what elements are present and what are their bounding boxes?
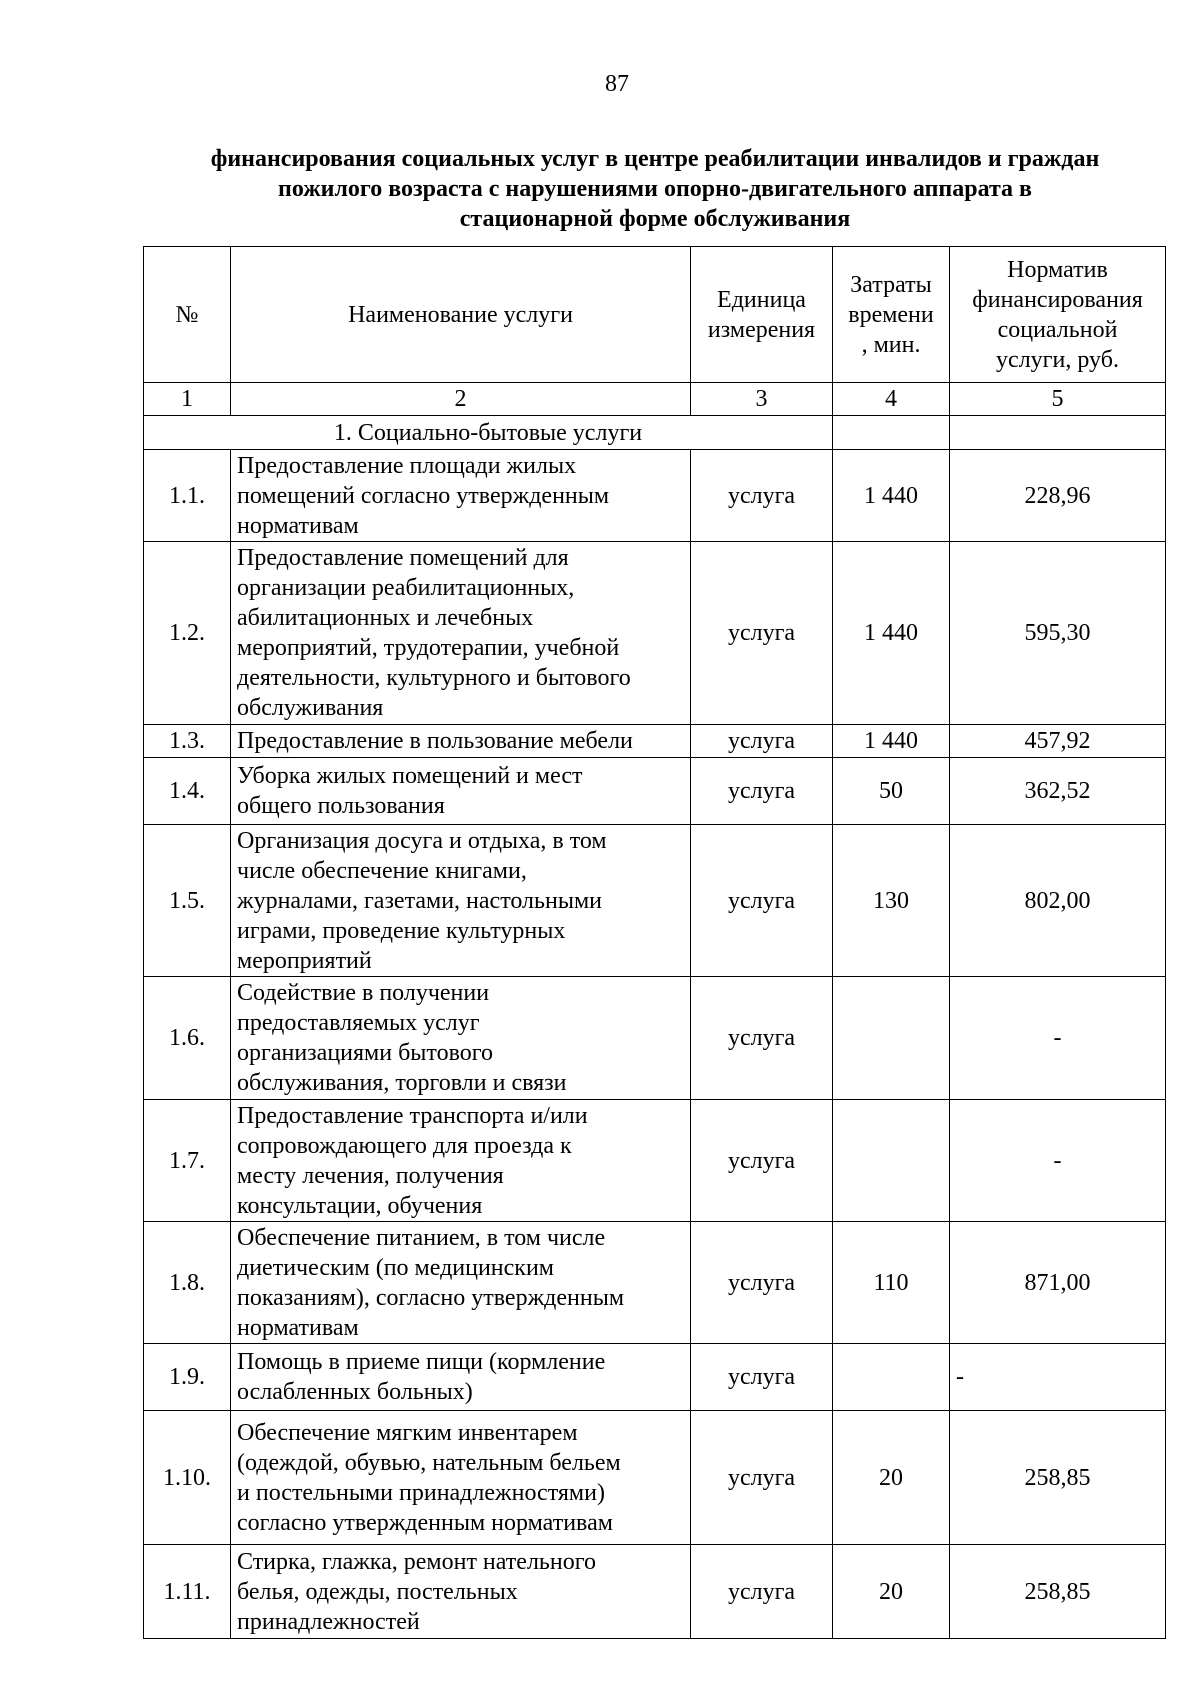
title-line-1: финансирования социальных услуг в центре реабилитации инвалидов и граждан xyxy=(210,146,1100,172)
row-name-line: предоставляемых услуг xyxy=(237,1010,480,1036)
row-norm: 595,30 xyxy=(950,542,1166,725)
row-norm: 362,52 xyxy=(950,758,1166,825)
title-line-2: пожилого возраста с нарушениями опорно-двигательного аппарата в xyxy=(277,176,1033,202)
row-name xyxy=(231,725,691,758)
row-name-line: Обеспечение питанием, в том числе xyxy=(237,1224,606,1251)
column-number: 4 xyxy=(833,383,950,416)
column-number: 1 xyxy=(144,383,231,416)
header-time-line: времени xyxy=(848,301,934,328)
row-name-line: Помощь в приеме пищи (кормление xyxy=(237,1349,606,1375)
table-row xyxy=(144,1222,1166,1344)
table-header-row xyxy=(144,247,1166,383)
row-name-line: общего пользования xyxy=(237,793,445,819)
row-name-line: белья, одежды, постельных xyxy=(237,1578,518,1605)
table-row xyxy=(144,1545,1166,1639)
row-num: 1.3. xyxy=(144,725,231,758)
row-name-line: Стирка, глажка, ремонт нательного xyxy=(237,1548,596,1575)
title-line-3: стационарной форме обслуживания xyxy=(459,206,851,232)
row-name xyxy=(231,825,691,977)
row-num: 1.2. xyxy=(144,542,231,725)
column-number: 2 xyxy=(231,383,691,416)
row-name-line: журналами, газетами, настольными xyxy=(237,887,602,914)
row-name-line: обслуживания, торговли и связи xyxy=(237,1070,567,1096)
row-name xyxy=(231,450,691,542)
row-time: 1 440 xyxy=(833,542,950,725)
row-name-line: обслуживания xyxy=(237,695,384,721)
header-norm xyxy=(950,247,1166,383)
row-time: 1 440 xyxy=(833,725,950,758)
row-norm: - xyxy=(950,1344,1166,1411)
row-name xyxy=(231,1411,691,1545)
row-name xyxy=(231,1344,691,1411)
header-norm-line: услуги, руб. xyxy=(996,346,1119,373)
row-name-line: Уборка жилых помещений и мест xyxy=(237,763,583,789)
row-num: 1.8. xyxy=(144,1222,231,1344)
table-row xyxy=(144,758,1166,825)
row-name-line: показаниям), согласно утвержденным xyxy=(237,1284,625,1311)
row-norm: 457,92 xyxy=(950,725,1166,758)
row-name-line: принадлежностей xyxy=(237,1608,420,1635)
row-norm: 258,85 xyxy=(950,1545,1166,1639)
row-name-line: мероприятий xyxy=(237,947,372,974)
row-unit: услуга xyxy=(691,542,833,725)
section-title: 1. Социально-бытовые услуги xyxy=(144,416,833,450)
row-name xyxy=(231,977,691,1100)
row-unit: услуга xyxy=(691,825,833,977)
table-row xyxy=(144,1411,1166,1545)
header-time-line: Затраты xyxy=(850,271,932,298)
row-name-line: Организация досуга и отдыха, в том xyxy=(237,827,607,854)
column-number-row xyxy=(144,383,1166,416)
row-name-line: и постельными принадлежностями) xyxy=(237,1479,605,1506)
table-row xyxy=(144,825,1166,977)
row-time xyxy=(833,1100,950,1222)
row-norm: 258,85 xyxy=(950,1411,1166,1545)
row-unit: услуга xyxy=(691,1344,833,1411)
row-unit: услуга xyxy=(691,977,833,1100)
row-time: 1 440 xyxy=(833,450,950,542)
row-num: 1.4. xyxy=(144,758,231,825)
services-table xyxy=(143,246,1166,1639)
row-name xyxy=(231,1545,691,1639)
column-number: 3 xyxy=(691,383,833,416)
table-row xyxy=(144,977,1166,1100)
row-time: 110 xyxy=(833,1222,950,1344)
row-num: 1.5. xyxy=(144,825,231,977)
row-unit: услуга xyxy=(691,1545,833,1639)
row-time: 20 xyxy=(833,1411,950,1545)
row-name-line: деятельности, культурного и бытового xyxy=(237,665,631,691)
table-row xyxy=(144,450,1166,542)
row-unit: услуга xyxy=(691,1411,833,1545)
row-unit: услуга xyxy=(691,725,833,758)
row-norm: 802,00 xyxy=(950,825,1166,977)
row-name-line: помещений согласно утвержденным xyxy=(237,482,610,509)
header-norm-line: Норматив xyxy=(1007,256,1108,283)
row-time: 130 xyxy=(833,825,950,977)
table-row xyxy=(144,542,1166,725)
header-time xyxy=(833,247,950,383)
row-unit: услуга xyxy=(691,1222,833,1344)
row-name-line: числе обеспечение книгами, xyxy=(237,857,527,884)
row-name-line: мероприятий, трудотерапии, учебной xyxy=(237,635,620,661)
page-number: 87 xyxy=(605,71,629,97)
empty-cell xyxy=(833,416,950,450)
row-name-line: нормативам xyxy=(237,1314,359,1341)
row-name-line: Содействие в получении xyxy=(237,980,490,1006)
row-name-line: организации реабилитационных, xyxy=(237,575,575,601)
row-name-line: Предоставление площади жилых xyxy=(237,452,577,479)
row-num: 1.6. xyxy=(144,977,231,1100)
section-row xyxy=(144,416,1166,450)
row-num: 1.10. xyxy=(144,1411,231,1545)
row-norm: - xyxy=(950,1100,1166,1222)
table-row xyxy=(144,725,1166,758)
row-num: 1.1. xyxy=(144,450,231,542)
row-name xyxy=(231,1100,691,1222)
row-name-line: Предоставление в пользование мебели xyxy=(237,728,633,754)
row-name-line: консультации, обучения xyxy=(237,1192,483,1219)
row-name-line: диетическим (по медицинским xyxy=(237,1254,554,1281)
row-unit: услуга xyxy=(691,450,833,542)
row-name xyxy=(231,542,691,725)
header-unit-line: Единица xyxy=(717,286,806,313)
row-name-line: Предоставление помещений для xyxy=(237,545,569,571)
row-name-line: ослабленных больных) xyxy=(237,1379,473,1405)
row-name xyxy=(231,758,691,825)
row-name-line: организациями бытового xyxy=(237,1040,493,1066)
header-name: Наименование услуги xyxy=(231,247,691,383)
header-norm-line: социальной xyxy=(997,316,1118,343)
row-time xyxy=(833,1344,950,1411)
row-name-line: сопровождающего для проезда к xyxy=(237,1132,572,1159)
empty-cell xyxy=(950,416,1166,450)
header-norm-line: финансирования xyxy=(972,286,1143,313)
column-number: 5 xyxy=(950,383,1166,416)
row-name xyxy=(231,1222,691,1344)
row-name-line: Предоставление транспорта и/или xyxy=(237,1102,588,1129)
row-time: 20 xyxy=(833,1545,950,1639)
row-name-line: (одеждой, обувью, нательным бельем xyxy=(237,1449,621,1476)
row-name-line: согласно утвержденным нормативам xyxy=(237,1509,613,1536)
row-name-line: нормативам xyxy=(237,512,359,539)
document-title xyxy=(130,144,1180,234)
header-num: № xyxy=(144,247,231,383)
row-name-line: играми, проведение культурных xyxy=(237,917,566,944)
header-unit-line: измерения xyxy=(707,316,816,343)
row-name-line: месту лечения, получения xyxy=(237,1162,504,1189)
row-time: 50 xyxy=(833,758,950,825)
table-row xyxy=(144,1100,1166,1222)
row-norm: - xyxy=(950,977,1166,1100)
table-row xyxy=(144,1344,1166,1411)
row-name-line: абилитационных и лечебных xyxy=(237,605,534,631)
row-num: 1.11. xyxy=(144,1545,231,1639)
row-norm: 871,00 xyxy=(950,1222,1166,1344)
row-unit: услуга xyxy=(691,1100,833,1222)
header-unit xyxy=(691,247,833,383)
row-num: 1.7. xyxy=(144,1100,231,1222)
row-num: 1.9. xyxy=(144,1344,231,1411)
row-norm: 228,96 xyxy=(950,450,1166,542)
row-unit: услуга xyxy=(691,758,833,825)
row-time xyxy=(833,977,950,1100)
row-name-line: Обеспечение мягким инвентарем xyxy=(237,1419,578,1446)
header-time-line: , мин. xyxy=(861,331,921,358)
